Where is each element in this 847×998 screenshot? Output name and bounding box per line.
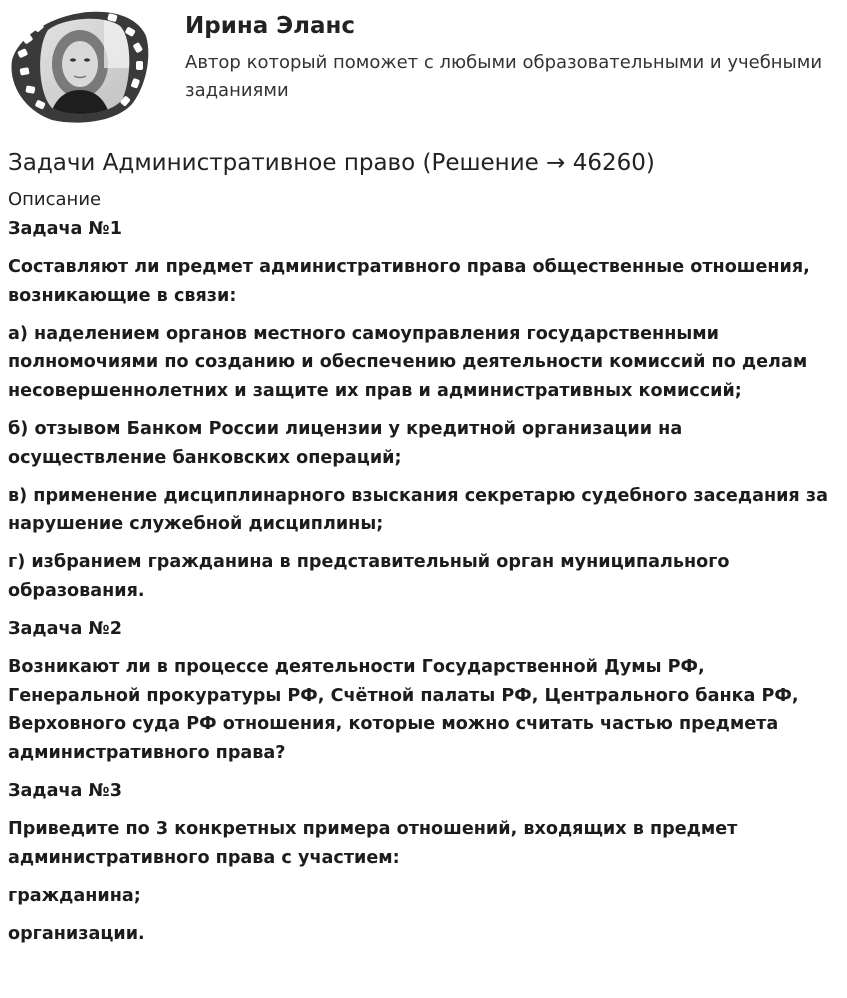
task1-option-c: в) применение дисциплинарного взыскания секретарю судебного заседания за нарушение служебной дисциплины; xyxy=(8,485,828,535)
task1-heading: Задача №1 xyxy=(8,219,122,239)
task3-item: гражданина; xyxy=(8,885,141,906)
author-header xyxy=(0,0,847,132)
task1-question: Составляют ли предмет административного права общественные отношения, возникающие в связи: xyxy=(8,257,810,306)
task1-option-b: б) отзывом Банком России лицензии у кредитной организации на осуществление банковских операций; xyxy=(8,419,683,468)
task1-option-d: г) избранием гражданина в представительный орган муниципального образования. xyxy=(8,552,730,602)
author-description: Автор который поможет с любыми образовательными и учебными заданиями xyxy=(185,52,823,101)
page-title: Задачи Административное право (Решение → 46260) xyxy=(8,150,655,176)
task-content xyxy=(8,215,833,958)
task3-question: Приведите по 3 конкретных примера отношений, входящих в предмет административного права с участием: xyxy=(8,819,738,868)
task2-question: Возникают ли в процессе деятельности Государственной Думы РФ, Генеральной прокуратуры РФ, Счётной палаты РФ, Центрального банка РФ, Верховного суда РФ отношения, которые можно считать частью предмета административного права? xyxy=(8,657,799,763)
task2-heading: Задача №2 xyxy=(8,619,122,640)
description-label: Описание xyxy=(8,189,102,210)
task3-item: организации. xyxy=(8,923,145,944)
task1-option-a: а) наделением органов местного самоуправления государственными полномочиями по созданию и обеспечению деятельности комиссий по делам несовершеннолетних и защите их прав и административных комиссий; xyxy=(8,323,808,401)
author-name[interactable]: Ирина Эланс xyxy=(185,13,356,39)
task3-heading: Задача №3 xyxy=(8,781,122,802)
author-avatar-icon[interactable] xyxy=(8,8,150,126)
